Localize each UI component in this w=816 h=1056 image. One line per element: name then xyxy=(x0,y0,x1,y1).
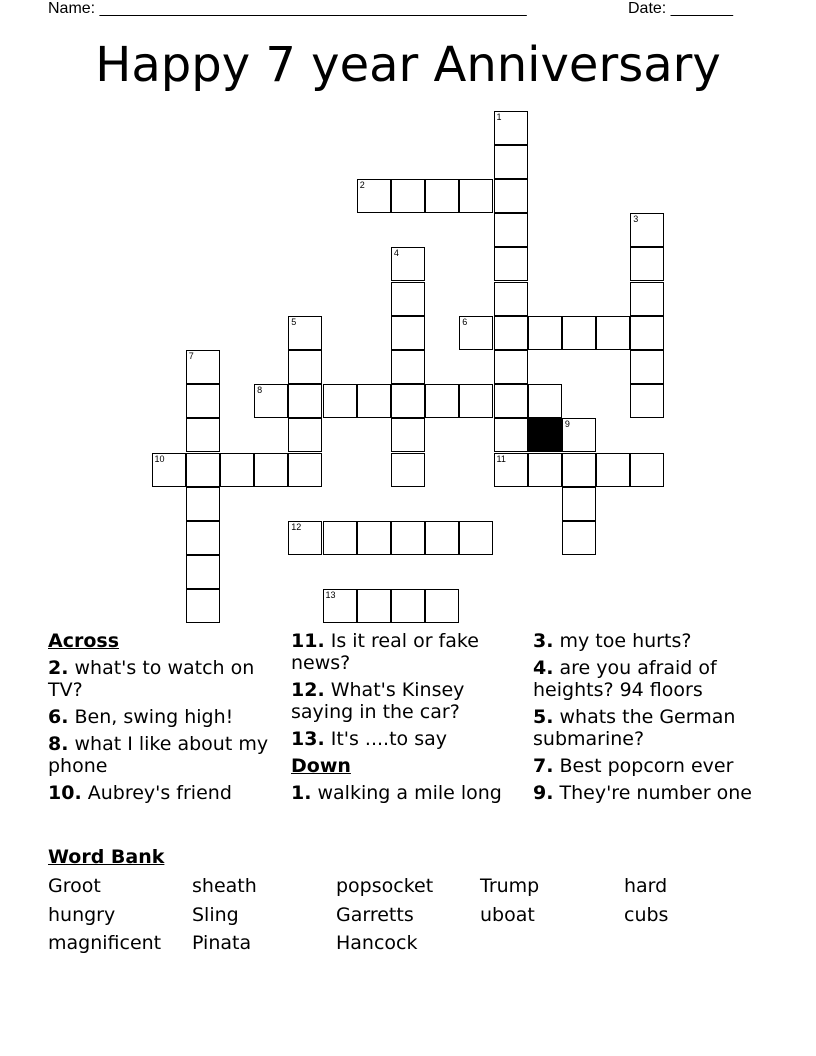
crossword-cell[interactable] xyxy=(459,384,493,418)
clue-across-12: 12. What's Kinsey saying in the car? xyxy=(291,679,465,723)
crossword-cell[interactable] xyxy=(528,316,562,350)
crossword-cell[interactable] xyxy=(596,316,630,350)
crossword-cell[interactable] xyxy=(186,589,220,623)
clue-down-5: 5. whats the German submarine? xyxy=(533,706,736,750)
clue-number: 10 xyxy=(154,453,165,464)
clue-down-9: 9. They're number one xyxy=(533,782,752,804)
word-bank-item: Garretts xyxy=(336,904,414,926)
crossword-cell[interactable] xyxy=(288,350,322,384)
page-title: Happy 7 year Anniversary xyxy=(95,37,721,93)
crossword-cell[interactable] xyxy=(494,453,528,487)
crossword-cell[interactable] xyxy=(391,316,425,350)
crossword-black-cell xyxy=(528,418,562,452)
clue-down-3: 3. my toe hurts? xyxy=(533,630,692,652)
clue-number: 1 xyxy=(496,111,502,122)
crossword-cell[interactable] xyxy=(186,384,220,418)
crossword-cell[interactable] xyxy=(254,453,288,487)
crossword-cell[interactable] xyxy=(323,589,357,623)
crossword-cell[interactable] xyxy=(391,179,425,213)
clue-number: 6 xyxy=(462,316,468,327)
crossword-cell[interactable] xyxy=(323,521,357,555)
across-heading: Across xyxy=(48,630,120,652)
crossword-cell[interactable] xyxy=(562,316,596,350)
crossword-cell[interactable] xyxy=(254,384,288,418)
word-bank-item: sheath xyxy=(192,875,257,897)
crossword-cell[interactable] xyxy=(152,453,186,487)
crossword-cell[interactable] xyxy=(425,521,459,555)
crossword-cell[interactable] xyxy=(494,213,528,247)
clue-number: 7 xyxy=(188,350,194,361)
clue-down-1: 1. walking a mile long xyxy=(291,782,502,804)
crossword-cell[interactable] xyxy=(425,384,459,418)
clue-across-10: 10. Aubrey's friend xyxy=(48,782,232,804)
clues-column-2 xyxy=(291,630,519,809)
clue-across-13: 13. It's ....to say xyxy=(291,728,447,750)
word-bank-heading: Word Bank xyxy=(48,846,165,868)
crossword-cell[interactable] xyxy=(494,145,528,179)
crossword-cell[interactable] xyxy=(288,453,322,487)
crossword-cell[interactable] xyxy=(357,384,391,418)
crossword-cell[interactable] xyxy=(357,589,391,623)
crossword-cell[interactable] xyxy=(288,521,322,555)
date-field[interactable]: Date: _______ xyxy=(628,0,733,17)
crossword-cell[interactable] xyxy=(596,453,630,487)
clue-across-2: 2. what's to watch on TV? xyxy=(48,657,255,701)
down-heading: Down xyxy=(291,755,351,777)
crossword-cell[interactable] xyxy=(391,521,425,555)
crossword-cell[interactable] xyxy=(425,589,459,623)
clues-column-3 xyxy=(533,630,761,809)
word-bank-item: uboat xyxy=(480,904,535,926)
crossword-cell[interactable] xyxy=(357,521,391,555)
crossword-cell[interactable] xyxy=(562,487,596,521)
clue-number: 11 xyxy=(496,453,506,464)
word-bank-item: popsocket xyxy=(336,875,434,897)
crossword-cell[interactable] xyxy=(459,316,493,350)
clue-down-7: 7. Best popcorn ever xyxy=(533,755,734,777)
crossword-cell[interactable] xyxy=(391,418,425,452)
crossword-cell[interactable] xyxy=(562,418,596,452)
crossword-cell[interactable] xyxy=(391,350,425,384)
clue-number: 3 xyxy=(633,214,639,225)
word-bank-item: magnificent xyxy=(48,932,162,954)
crossword-cell[interactable] xyxy=(494,179,528,213)
crossword-cell[interactable] xyxy=(494,247,528,281)
crossword-cell[interactable] xyxy=(630,282,664,316)
clue-number: 2 xyxy=(359,179,365,190)
word-bank-item: hard xyxy=(624,875,668,897)
crossword-cell[interactable] xyxy=(288,384,322,418)
crossword-cell[interactable] xyxy=(220,453,254,487)
crossword-cell[interactable] xyxy=(186,418,220,452)
crossword-cell[interactable] xyxy=(494,282,528,316)
word-bank-item: Pinata xyxy=(192,932,252,954)
crossword-cell[interactable] xyxy=(391,247,425,281)
crossword-cell[interactable] xyxy=(630,384,664,418)
clue-number: 13 xyxy=(325,590,336,601)
crossword-cell[interactable] xyxy=(494,111,528,145)
clue-across-6: 6. Ben, swing high! xyxy=(48,706,234,728)
crossword-cell[interactable] xyxy=(528,384,562,418)
crossword-cell[interactable] xyxy=(494,418,528,452)
crossword-cell[interactable] xyxy=(288,418,322,452)
crossword-cell[interactable] xyxy=(630,247,664,281)
crossword-cell[interactable] xyxy=(186,487,220,521)
word-bank-item: Hancock xyxy=(336,932,418,954)
crossword-cell[interactable] xyxy=(562,521,596,555)
crossword-cell[interactable] xyxy=(391,384,425,418)
clue-number: 4 xyxy=(393,248,399,259)
crossword-cell[interactable] xyxy=(186,453,220,487)
clues-column-1 xyxy=(48,630,276,809)
crossword-cell[interactable] xyxy=(357,179,391,213)
crossword-cell[interactable] xyxy=(494,350,528,384)
crossword-cell[interactable] xyxy=(186,521,220,555)
name-field[interactable]: Name: ________________________________________________ xyxy=(48,0,527,17)
word-bank-item: Trump xyxy=(480,875,540,897)
crossword-cell[interactable] xyxy=(630,316,664,350)
crossword-cell[interactable] xyxy=(459,521,493,555)
crossword-cell[interactable] xyxy=(562,453,596,487)
crossword-cell[interactable] xyxy=(186,555,220,589)
crossword-cell[interactable] xyxy=(391,453,425,487)
crossword-cell[interactable] xyxy=(494,316,528,350)
clue-down-4: 4. are you afraid of heights? 94 floors xyxy=(533,657,717,701)
clue-number: 5 xyxy=(291,316,297,327)
crossword-cell[interactable] xyxy=(459,179,493,213)
crossword-cell[interactable] xyxy=(391,282,425,316)
crossword-cell[interactable] xyxy=(391,589,425,623)
crossword-cell[interactable] xyxy=(528,453,562,487)
crossword-cell[interactable] xyxy=(630,213,664,247)
clue-number: 12 xyxy=(291,521,302,532)
crossword-cell[interactable] xyxy=(323,384,357,418)
clue-number: 8 xyxy=(257,385,263,396)
word-bank-item: Sling xyxy=(192,904,239,926)
clue-across-11: 11. Is it real or fake news? xyxy=(291,630,479,674)
crossword-cell[interactable] xyxy=(288,316,322,350)
crossword-cell[interactable] xyxy=(630,453,664,487)
clue-across-8: 8. what I like about my phone xyxy=(48,733,269,777)
crossword-cell[interactable] xyxy=(186,350,220,384)
crossword-cell[interactable] xyxy=(425,179,459,213)
clue-number: 9 xyxy=(564,419,570,430)
word-bank-item: hungry xyxy=(48,904,116,926)
crossword-cell[interactable] xyxy=(494,384,528,418)
word-bank-item: Groot xyxy=(48,875,101,897)
word-bank-item: cubs xyxy=(624,904,669,926)
crossword-cell[interactable] xyxy=(630,350,664,384)
